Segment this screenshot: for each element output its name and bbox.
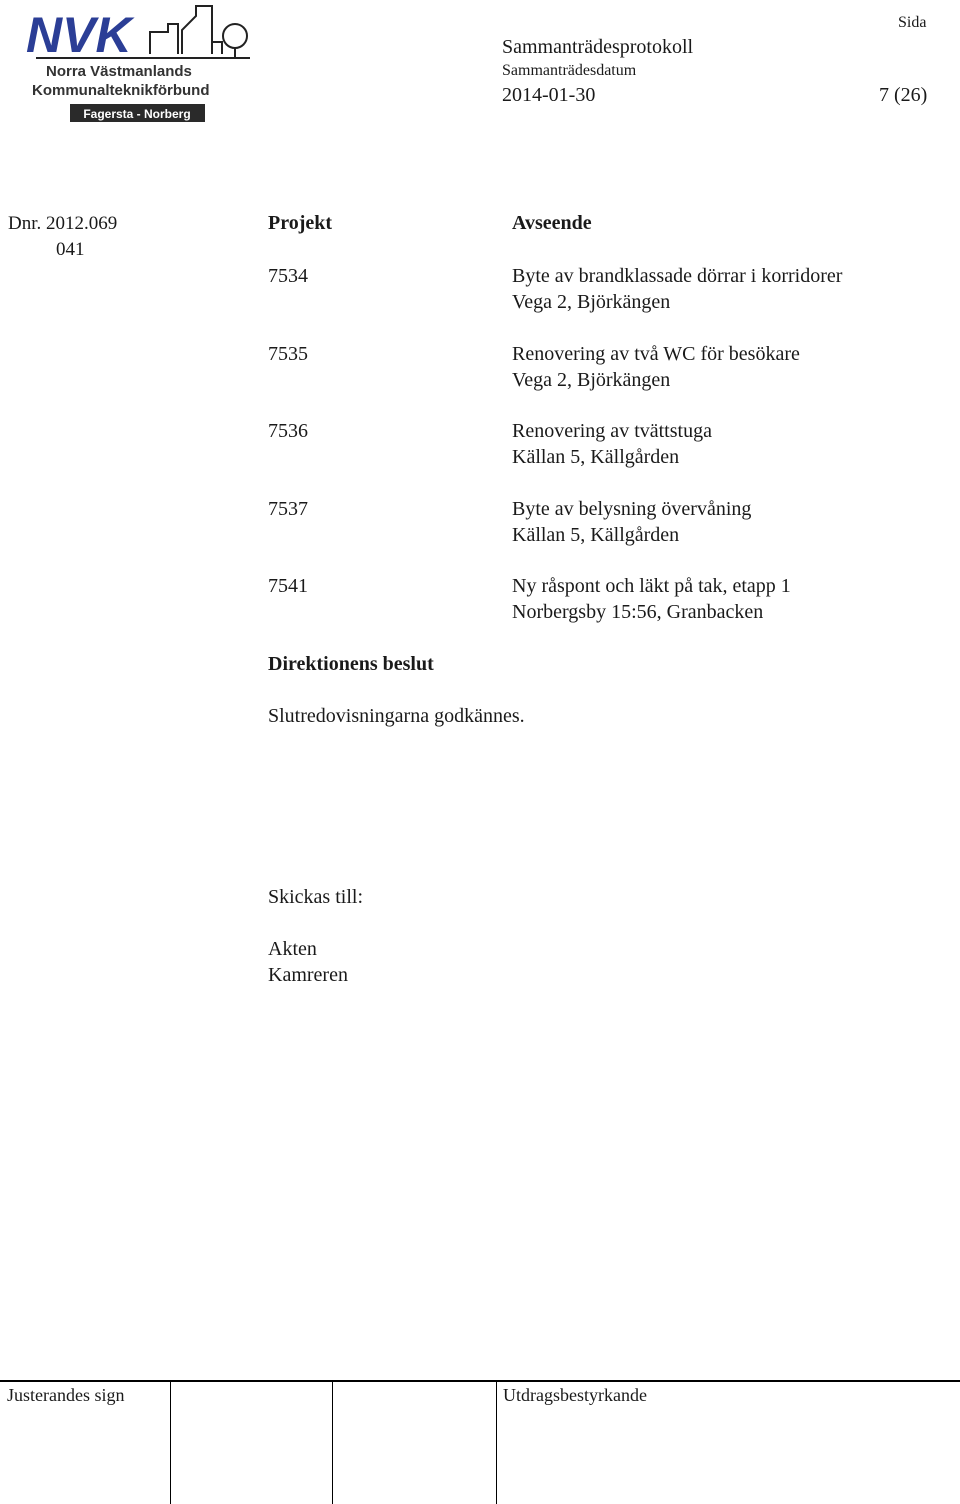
project-location: Källan 5, Källgården (512, 524, 680, 546)
protocol-title: Sammanträdesprotokoll (502, 36, 694, 58)
project-description: Renovering av tvättstuga (512, 420, 712, 442)
project-number: 7534 (268, 265, 308, 287)
meeting-date: 2014-01-30 (502, 84, 596, 106)
dnr-code: 041 (56, 239, 85, 260)
decision-heading: Direktionens beslut (268, 653, 434, 675)
signature-table (0, 1380, 960, 1504)
signature-cell-divider (332, 1382, 333, 1504)
column-header-projekt: Projekt (268, 212, 333, 234)
project-location: Vega 2, Björkängen (512, 369, 671, 391)
project-location: Vega 2, Björkängen (512, 291, 671, 313)
logo-letters: NVK (26, 7, 132, 63)
project-location: Källan 5, Källgården (512, 446, 680, 468)
justerandes-sign-label: Justerandes sign (7, 1385, 125, 1405)
dnr-number: Dnr. 2012.069 (8, 213, 118, 234)
page-number: 7 (26) (879, 84, 928, 106)
logo-line3: Fagersta - Norberg (83, 107, 191, 121)
project-description: Ny råspont och läkt på tak, etapp 1 (512, 575, 791, 597)
logo-line2: Kommunalteknikförbund (32, 82, 210, 99)
sida-label: Sida (898, 14, 927, 31)
signature-cell-divider (170, 1382, 171, 1504)
recipient: Akten (268, 938, 317, 960)
recipient: Kamreren (268, 964, 348, 986)
send-to-label: Skickas till: (268, 886, 363, 908)
utdragsbestyrkande-label: Utdragsbestyrkande (503, 1385, 647, 1405)
column-header-avseende: Avseende (512, 212, 592, 234)
date-label: Sammanträdesdatum (502, 62, 637, 79)
project-number: 7535 (268, 343, 308, 365)
decision-text: Slutredovisningarna godkännes. (268, 705, 525, 727)
nvk-logo (26, 2, 250, 124)
project-location: Norbergsby 15:56, Granbacken (512, 601, 764, 623)
project-number: 7541 (268, 575, 308, 597)
project-description: Renovering av två WC för besökare (512, 343, 800, 365)
project-description: Byte av brandklassade dörrar i korridorer (512, 265, 843, 287)
signature-cell-divider (496, 1382, 497, 1504)
project-description: Byte av belysning övervåning (512, 498, 752, 520)
project-number: 7536 (268, 420, 308, 442)
project-number: 7537 (268, 498, 308, 520)
logo-line1: Norra Västmanlands (46, 63, 192, 80)
